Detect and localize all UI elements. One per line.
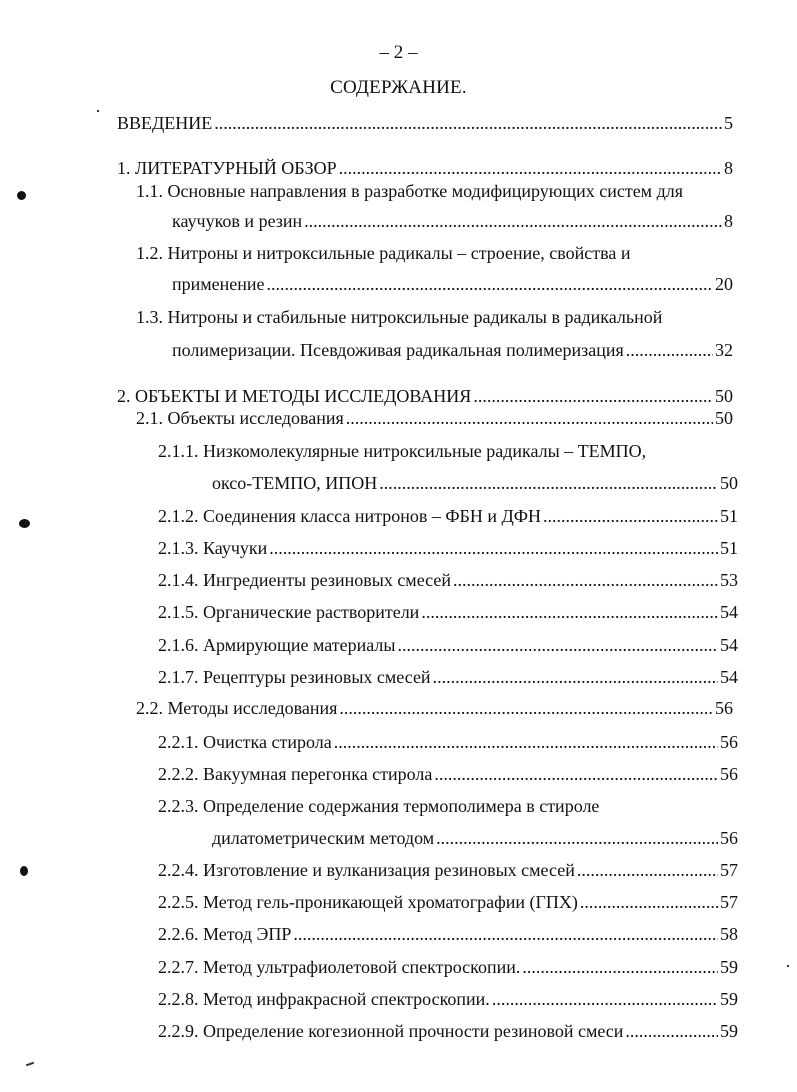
toc-entry-1-3[interactable] [172,339,733,361]
leader-dots [267,273,713,295]
scan-hole-mark [17,191,26,200]
toc-page-number: 54 [720,602,738,622]
toc-page-number: 53 [720,570,738,590]
toc-page-number: 51 [720,506,738,526]
toc-entry-title: применение [172,274,265,294]
leader-dots [625,1020,718,1042]
toc-entry-2-2-7[interactable] [158,956,738,978]
toc-page-number: 57 [720,860,738,880]
toc-entry-title: 2.2. Методы исследования [136,698,338,718]
toc-page-number: 8 [724,211,733,231]
toc-entry-title: 2.1.4. Ингредиенты резиновых смесей [158,570,451,590]
leader-dots [543,505,718,527]
toc-entry-2-1-3[interactable] [158,537,738,559]
leader-dots [473,385,713,407]
toc-entry-title: 2.2.9. Определение когезионной прочности резиновой смеси [158,1021,624,1041]
toc-entry-title: 2.2.2. Вакуумная перегонка стирола [158,764,433,784]
toc-page-number: 20 [715,274,733,294]
toc-entry-title: 2.1. Объекты исследования [136,408,344,428]
scan-hole-mark [19,519,30,528]
leader-dots [522,956,718,978]
scan-speck [97,110,99,112]
leader-dots [379,472,718,494]
toc-page-number: 5 [724,113,733,133]
leader-dots [214,112,722,134]
toc-page-number: 57 [720,892,738,912]
toc-entry-2-1-7[interactable] [158,666,738,688]
leader-dots [626,339,713,361]
toc-entry-2-2-1[interactable] [158,731,738,753]
toc-entry-title: 2.1.6. Армирующие материалы [158,635,396,655]
toc-entry-2-1-2[interactable] [158,505,738,527]
toc-page-number: 59 [720,957,738,977]
leader-dots [346,407,713,429]
scan-speck [787,965,789,967]
toc-entry-title: 2.2.1. Очистка стирола [158,732,332,752]
leader-dots [339,697,713,719]
leader-dots [334,731,718,753]
toc-page-number: 59 [720,989,738,1009]
toc-entry-1-1[interactable] [172,210,733,232]
toc-page-number: 56 [720,732,738,752]
leader-dots [269,537,718,559]
leader-dots [492,988,718,1010]
toc-entry-2-1[interactable] [136,407,733,429]
toc-page-number: 50 [715,386,733,406]
leader-dots [433,666,718,688]
toc-entry-2-2-5[interactable] [158,891,738,913]
leader-dots [304,210,722,232]
toc-entry-1-2-line1: 1.2. Нитроны и нитроксильные радикалы – строение, свойства и [136,243,631,263]
leader-dots [580,891,718,913]
leader-dots [436,827,718,849]
toc-entry-title: дилатометрическим методом [212,828,435,848]
toc-entry-title: 2.2.5. Метод гель-проникающей хроматографии (ГПХ) [158,892,578,912]
toc-page-number: 56 [715,698,733,718]
toc-entry-title: 2.1.7. Рецептуры резиновых смесей [158,667,431,687]
toc-entry-2-2-3-line1: 2.2.3. Определение содержания термополимера в стироле [158,796,600,816]
toc-entry-2-1-6[interactable] [158,634,738,656]
page-number: – 2 – [379,42,418,63]
toc-entry-1-3-line1: 1.3. Нитроны и стабильные нитроксильные радикалы в радикальной [136,307,663,327]
page-title: СОДЕРЖАНИЕ. [330,77,467,98]
toc-entry-2-1-5[interactable] [158,601,738,623]
toc-entry-title: 2.2.6. Метод ЭПР [158,924,292,944]
toc-entry-title: 2.2.8. Метод инфракрасной спектроскопии. [158,989,490,1009]
toc-page-number: 59 [720,1021,738,1041]
toc-page-number: 50 [715,408,733,428]
toc-page-number: 56 [720,764,738,784]
scan-hole-mark [20,866,28,876]
scan-speck [26,1062,34,1067]
toc-page-number: 54 [720,667,738,687]
toc-entry-2-2-8[interactable] [158,988,738,1010]
toc-page-number: 8 [724,158,733,178]
toc-entry-chapter-2[interactable] [117,385,733,407]
leader-dots [339,157,722,179]
toc-entry-2-2-2[interactable] [158,763,738,785]
toc-entry-title: 2.1.5. Органические растворители [158,602,420,622]
toc-entry-title: 2.1.3. Каучуки [158,538,268,558]
toc-entry-intro[interactable] [117,112,733,134]
leader-dots [293,923,718,945]
leader-dots [421,601,718,623]
toc-entry-title: 2.2.7. Метод ультрафиолетовой спектроскопии. [158,957,521,977]
toc-entry-title: 1. ЛИТЕРАТУРНЫЙ ОБЗОР [117,158,337,178]
toc-entry-title: ВВЕДЕНИЕ [117,113,213,133]
toc-page-number: 50 [720,473,738,493]
leader-dots [397,634,718,656]
toc-entry-2-2-9[interactable] [158,1020,738,1042]
toc-entry-title: 2.1.2. Соединения класса нитронов – ФБН и ДФН [158,506,542,526]
toc-entry-title: 2.2.4. Изготовление и вулканизация резиновых смесей [158,860,575,880]
toc-page-number: 54 [720,635,738,655]
toc-entry-2-1-1-line1: 2.1.1. Низкомолекулярные нитроксильные радикалы – ТЕМПО, [158,441,647,461]
toc-entry-2-2-6[interactable] [158,923,738,945]
toc-page-number: 32 [715,340,733,360]
toc-entry-title: оксо-ТЕМПО, ИПОН [212,473,378,493]
toc-entry-2-2[interactable] [136,697,733,719]
toc-entry-title: 2. ОБЪЕКТЫ И МЕТОДЫ ИССЛЕДОВАНИЯ [117,386,472,406]
toc-entry-2-1-4[interactable] [158,569,738,591]
toc-page-number: 56 [720,828,738,848]
toc-entry-1-1-line1: 1.1. Основные направления в разработке модифицирующих систем для [136,181,683,201]
toc-entry-1-2[interactable] [172,273,733,295]
toc-entry-2-1-1[interactable] [212,472,738,494]
toc-entry-2-2-3[interactable] [212,827,738,849]
leader-dots [453,569,718,591]
toc-entry-title: каучуков и резин [172,211,303,231]
leader-dots [577,859,718,881]
toc-entry-chapter-1[interactable] [117,157,733,179]
toc-entry-2-2-4[interactable] [158,859,738,881]
toc-entry-title: полимеризации. Псевдоживая радикальная полимеризация [172,340,624,360]
toc-page-number: 58 [720,924,738,944]
toc-page-number: 51 [720,538,738,558]
leader-dots [434,763,718,785]
